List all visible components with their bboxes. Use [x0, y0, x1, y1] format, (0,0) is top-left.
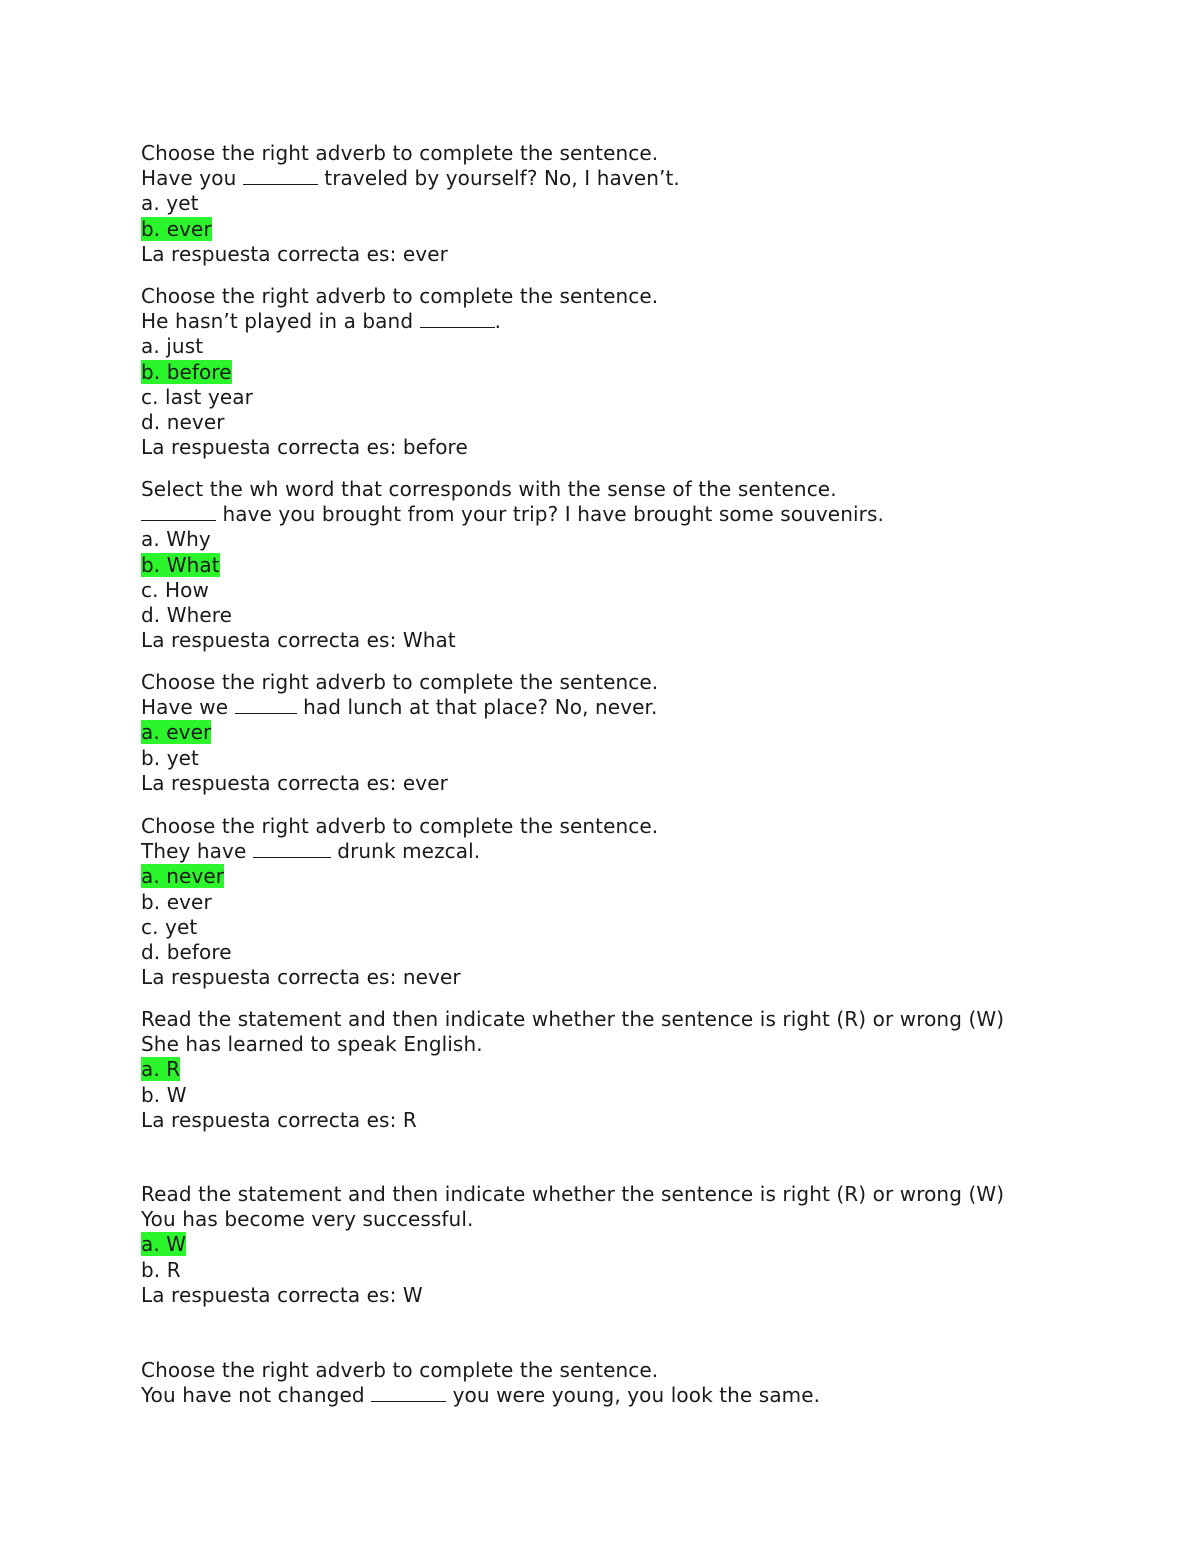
instruction: Choose the right adverb to complete the sentence.: [141, 670, 659, 694]
answer-text: La respuesta correcta es: before: [141, 435, 468, 460]
answer-blank: [253, 840, 331, 858]
answer-text: La respuesta correcta es: What: [141, 628, 456, 653]
option: d. Where: [141, 603, 233, 628]
option: a. yet: [141, 191, 199, 216]
option: a. just: [141, 334, 204, 359]
question-2: [141, 284, 658, 460]
question-stem: Have you traveled by yourself? No, I haven’t.: [141, 166, 680, 191]
option: b. W: [141, 1082, 187, 1107]
option: c. last year: [141, 384, 253, 409]
instruction: Read the statement and then indicate whether the sentence is right (R) or wrong (W): [141, 1182, 1005, 1206]
option: c. How: [141, 577, 209, 602]
answer-text: La respuesta correcta es: W: [141, 1282, 423, 1307]
answer-text: La respuesta correcta es: R: [141, 1107, 417, 1132]
option-correct: a. never: [141, 864, 225, 889]
option-correct: b. before: [141, 359, 232, 384]
question-stem: She has learned to speak English.: [141, 1032, 483, 1057]
instruction: Select the wh word that corresponds with the sense of the sentence.: [141, 477, 837, 501]
option: d. before: [141, 940, 232, 965]
answer-blank: [420, 310, 495, 328]
instruction: Choose the right adverb to complete the sentence.: [141, 814, 659, 838]
question-stem: You have not changed you were young, you look the same.: [141, 1383, 821, 1408]
option-correct: a. W: [141, 1232, 187, 1257]
option: c. yet: [141, 914, 198, 939]
question-stem: He hasn’t played in a band .: [141, 309, 502, 334]
answer-blank: [235, 696, 297, 714]
instruction: Choose the right adverb to complete the sentence.: [141, 141, 659, 165]
question-6: [141, 1007, 1041, 1133]
option: d. never: [141, 410, 225, 435]
option-correct: b. ever: [141, 216, 212, 241]
question-4: [141, 670, 658, 796]
question-1: [141, 141, 680, 267]
answer-text: La respuesta correcta es: ever: [141, 241, 448, 266]
question-stem: You has become very successful.: [141, 1207, 474, 1232]
question-7: [141, 1182, 1041, 1308]
answer-text: La respuesta correcta es: never: [141, 965, 461, 990]
answer-text: La respuesta correcta es: ever: [141, 770, 448, 795]
question-8: [141, 1358, 820, 1408]
instruction: Choose the right adverb to complete the sentence.: [141, 1358, 659, 1382]
option-correct: a. ever: [141, 720, 212, 745]
option-correct: a. R: [141, 1057, 181, 1082]
option: a. Why: [141, 527, 211, 552]
question-stem: have you brought from your trip? I have brought some souvenirs.: [141, 502, 884, 527]
option: b. R: [141, 1257, 181, 1282]
answer-blank: [141, 503, 216, 521]
answer-blank: [371, 1384, 446, 1402]
instruction: Choose the right adverb to complete the sentence.: [141, 284, 659, 308]
question-5: [141, 814, 658, 990]
question-stem: They have drunk mezcal.: [141, 839, 481, 864]
option: b. yet: [141, 745, 199, 770]
answer-blank: [243, 167, 318, 185]
question-3: [141, 477, 884, 653]
option-correct: b. What: [141, 552, 220, 577]
instruction: Read the statement and then indicate whether the sentence is right (R) or wrong (W): [141, 1007, 1005, 1031]
option: b. ever: [141, 889, 212, 914]
question-stem: Have we had lunch at that place? No, never.: [141, 695, 658, 720]
